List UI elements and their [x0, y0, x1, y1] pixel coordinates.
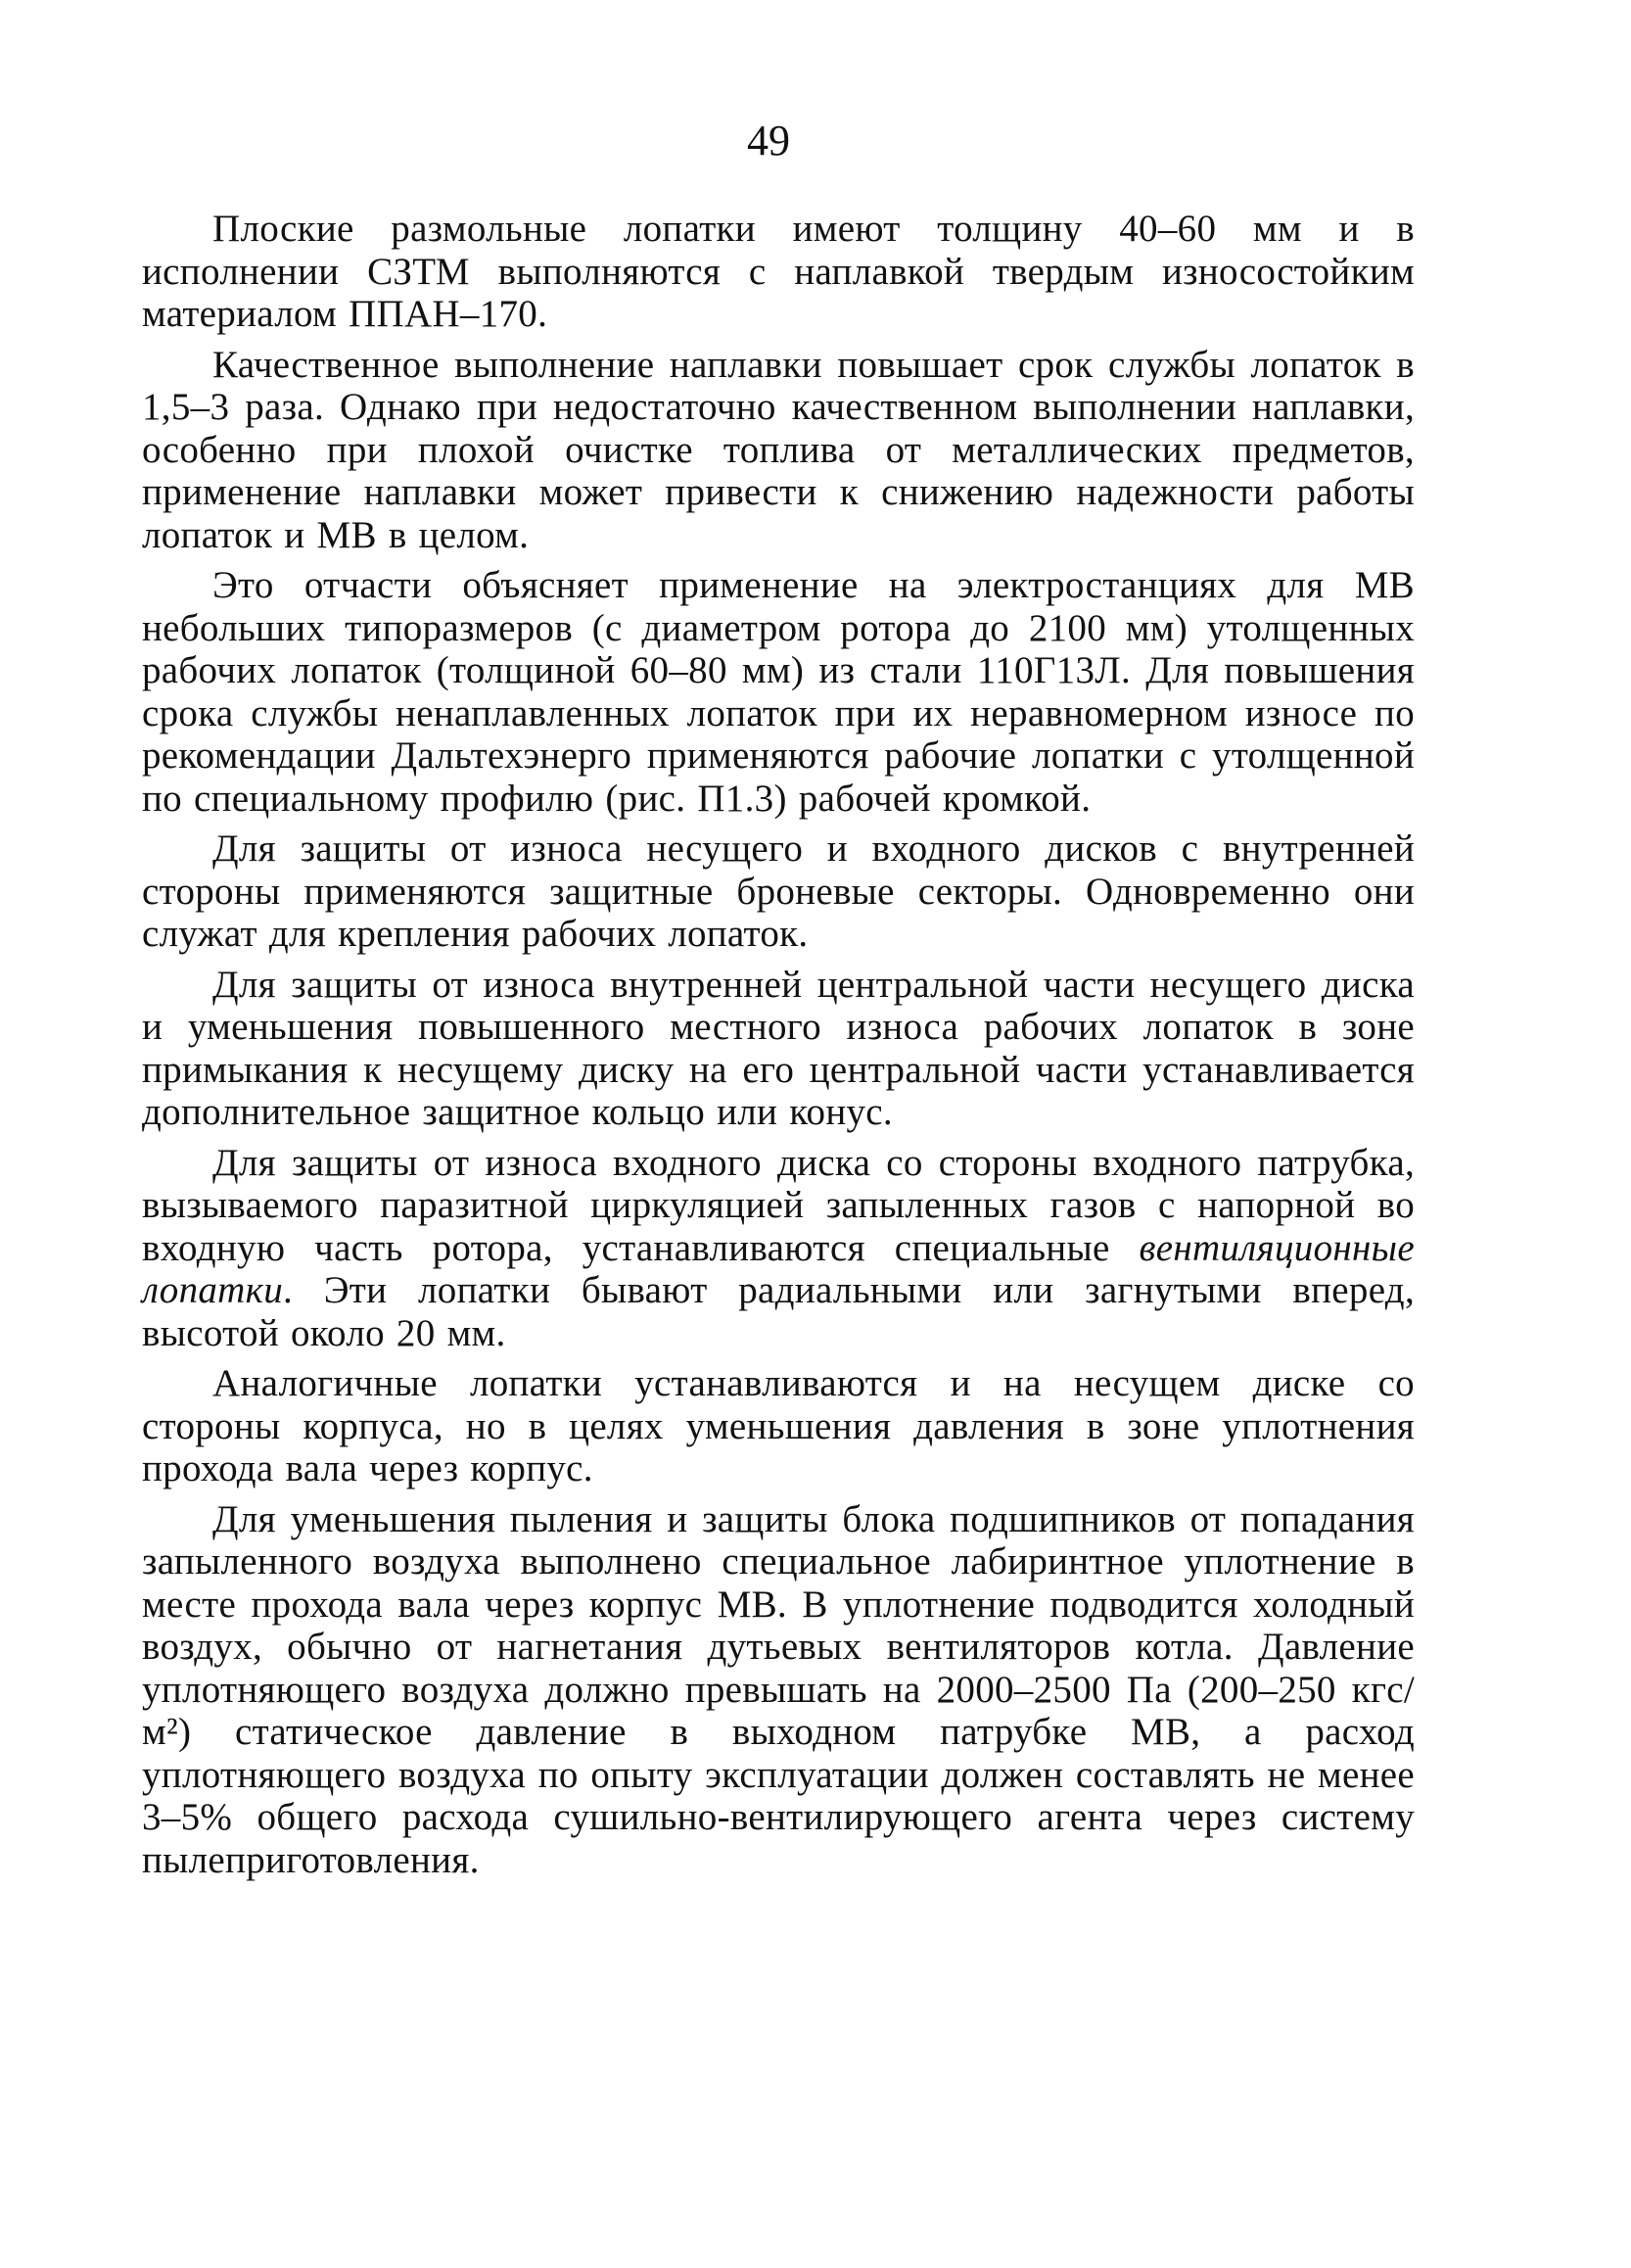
paragraph-protective-ring: Для защиты от износа внутренней центральной части несущего диска и уменьшения повышенного местного износа рабочих лопаток в зоне примыкания к несущему диску на его центральной части устанавливается дополнительное защитное кольцо или конус. — [142, 963, 1415, 1133]
body-text — [142, 208, 1415, 1889]
paragraph-armor-sectors: Для защиты от износа несущего и входного дисков с внутренней стороны применяются защитные броневые секторы. Одновременно они служат для крепления рабочих лопаток. — [142, 827, 1415, 955]
paragraph-ventilation-blades — [142, 1142, 1415, 1355]
page-number: 49 — [747, 117, 790, 165]
paragraph-thickened-blades: Это отчасти объясняет применение на электростанциях для МВ небольших типоразмеров (с диаметром ротора до 2100 мм) утолщенных рабочих лопаток (толщиной 60–80 мм) из стали 110Г13Л. Для повышения срока службы ненаплавленных лопаток при их неравномерном износе по рекомендации Дальтехэнерго применяются рабочие лопатки с утолщенной по специальному профилю (рис. П1.3) рабочей кромкой. — [142, 564, 1415, 820]
paragraph-labyrinth-seal: Для уменьшения пыления и защиты блока подшипников от попадания запыленного воздуха выполнено специальное лабиринтное уплотнение в месте прохода вала через корпус МВ. В уплотнение подводится холодный воздух, обычно от нагнетания дутьевых вентиляторов котла. Давление уплотняющего воздуха должно превышать на 2000–2500 Па (200–250 кгс/м²) статическое давление в выходном патрубке МВ, а расход уплотняющего воздуха по опыту эксплуатации должен составлять не менее 3–5% общего расхода сушильно-вентилирующего агента через систему пылеприготовления. — [142, 1497, 1415, 1881]
paragraph-hardfacing-quality: Качественное выполнение наплавки повышает срок службы лопаток в 1,5–3 раза. Однако при недостаточно качественном выполнении наплавки, особенно при плохой очистке топлива от металлических предметов, применение наплавки может привести к снижению надежности работы лопаток и МВ в целом. — [142, 343, 1415, 556]
ventilation-text-italic: вентиляционные лопатки — [142, 1226, 1415, 1311]
ventilation-text-after: . Эти лопатки бывают радиальными или загнутыми вперед, высотой около 20 мм. — [142, 1269, 1415, 1354]
ventilation-text-before: Для защиты от износа входного диска со стороны входного патрубка, вызываемого паразитной циркуляцией запыленных газов с напорной во входную часть ротора, устанавливаются специальные — [142, 1141, 1415, 1269]
paragraph-blades-thickness: Плоские размольные лопатки имеют толщину 40–60 мм и в исполнении СЗТМ выполняются с наплавкой твердым износостойким материалом ППАН–170. — [142, 208, 1415, 335]
paragraph-similar-blades: Аналогичные лопатки устанавливаются и на несущем диске со стороны корпуса, но в целях уменьшения давления в зоне уплотнения прохода вала через корпус. — [142, 1362, 1415, 1489]
